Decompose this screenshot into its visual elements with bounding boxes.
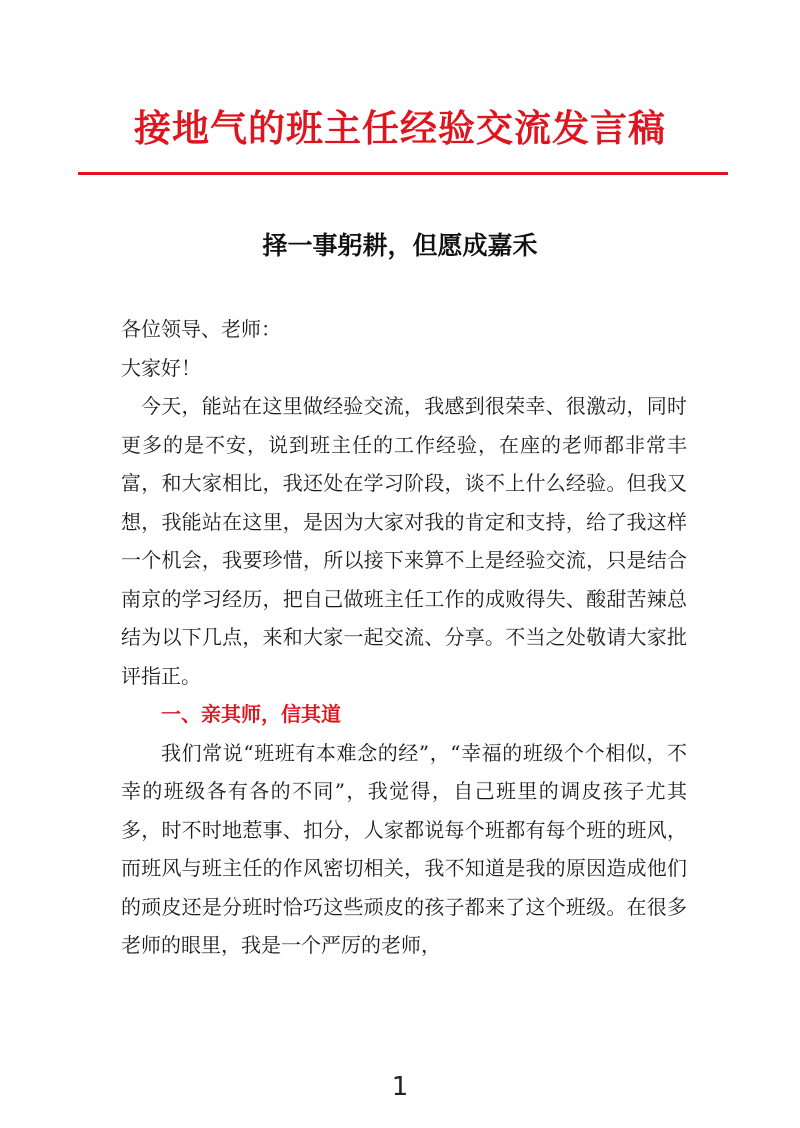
page-number: 1	[391, 1072, 409, 1102]
paragraph: 我们常说“班班有本难念的经”，“幸福的班级个个相似，不幸的班级各有各的不同”，我觉得，自己班里的调皮孩子尤其多，时不时地惹事、扣分，人家都说每个班都有每个班的班风，而班风与班主任的作风密切相关，我不知道是我的原因造成他们的顽皮还是分班时恰巧这些顽皮的孩子都来了这个班级。在很多老师的眼里，我是一个严厉的老师，	[121, 740, 687, 957]
document-title: 接地气的班主任经验交流发言稿	[134, 107, 666, 150]
section-heading: 一、亲其师，信其道	[161, 702, 341, 726]
salutation: 各位领导、老师：	[121, 317, 281, 341]
document-subtitle: 择一事躬耕，但愿成嘉禾	[262, 231, 538, 260]
greeting: 大家好！	[121, 355, 201, 380]
title-divider	[78, 172, 728, 175]
document-body	[121, 310, 687, 965]
paragraph: 今天，能站在这里做经验交流，我感到很荣幸、很激动，同时更多的是不安，说到班主任的工作经验，在座的老师都非常丰富，和大家相比，我还处在学习阶段，谈不上什么经验。但我又想，我能站在这里，是因为大家对我的肯定和支持，给了我这样一个机会，我要珍惜，所以接下来算不上是经验交流，只是结合南京的学习经历，把自己做班主任工作的成败得失、酸甜苦辣总结为以下几点，来和大家一起交流、分享。不当之处敬请大家批评指正。	[121, 394, 687, 688]
